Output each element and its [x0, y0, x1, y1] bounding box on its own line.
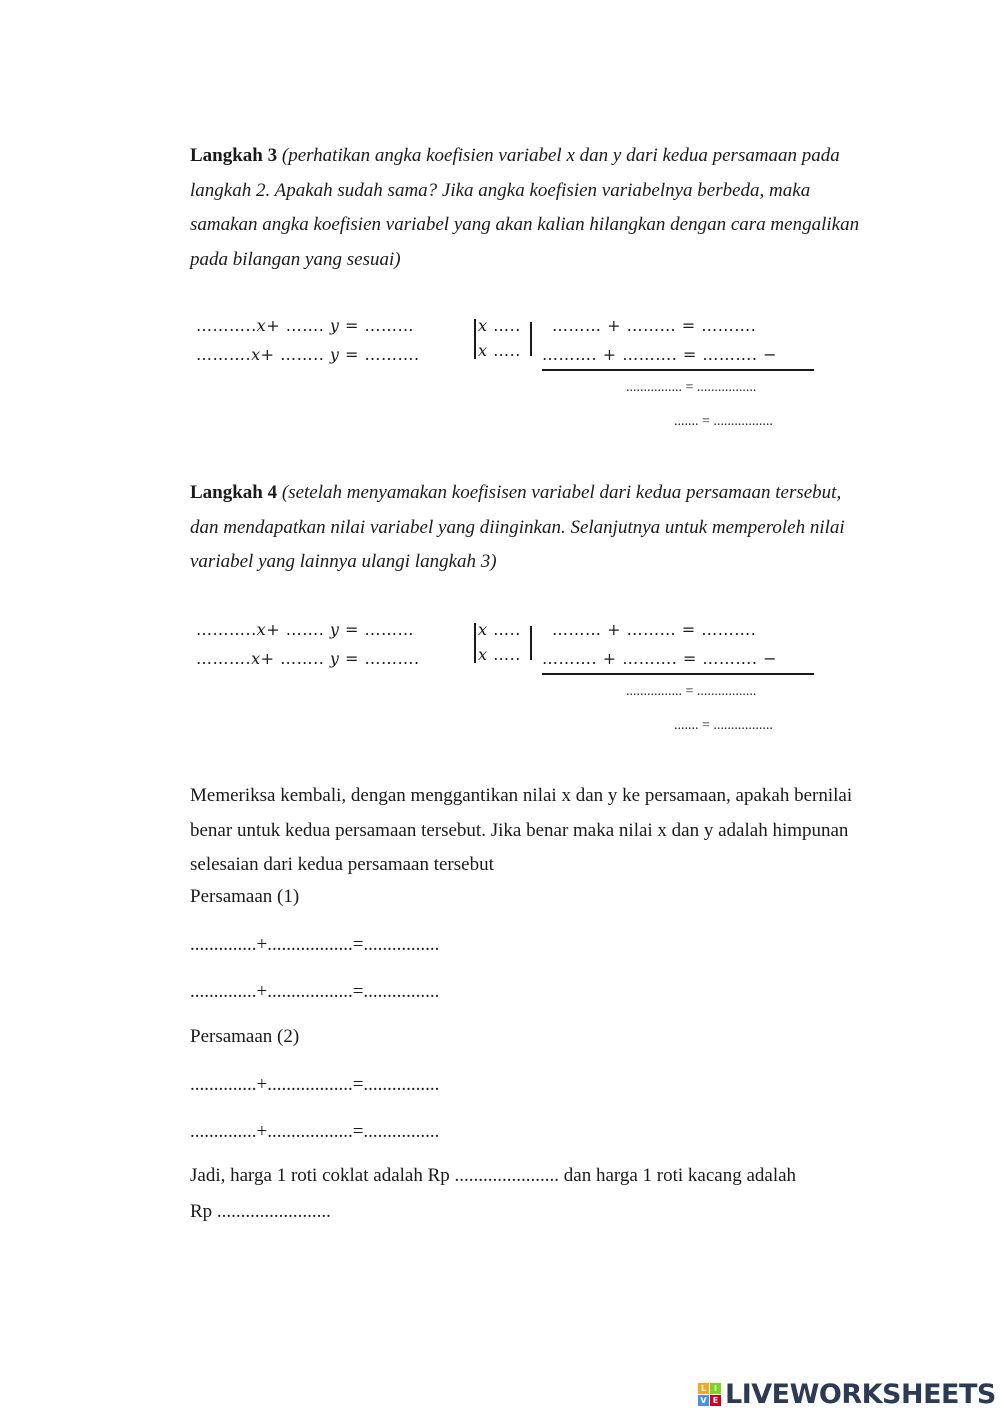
persamaan-2-blank-2[interactable]: ..............+..................=................ — [190, 1121, 440, 1142]
blank-coef-x[interactable]: ………. — [196, 345, 252, 364]
result-line-2[interactable]: ....... = ................. — [674, 414, 773, 429]
equals-sign: = — [345, 316, 359, 335]
plus-sign: + — [266, 620, 281, 639]
blank-multiplier-1[interactable]: ….. — [493, 620, 521, 639]
var-y: y — [329, 649, 340, 668]
equals-sign: = — [681, 316, 696, 335]
blank-constant[interactable]: ……… — [364, 316, 415, 335]
blank-constant[interactable]: ……… — [364, 620, 415, 639]
var-y: y — [329, 316, 340, 335]
equals-sign: = — [682, 345, 697, 364]
persamaan-2-label: Persamaan (2) — [190, 1026, 300, 1047]
times-x: x — [478, 620, 488, 639]
equals-sign: = — [681, 620, 696, 639]
logo-tile: V — [698, 1395, 709, 1406]
minus-sign: − — [763, 649, 777, 668]
blank-result-c[interactable]: ………. — [701, 316, 757, 335]
plus-sign: + — [607, 620, 621, 639]
logo-text: LIVEWORKSHEETS — [725, 1378, 996, 1410]
result-row-2 — [542, 345, 777, 364]
conclusion-line-2[interactable]: Rp ........................ — [190, 1201, 331, 1222]
minus-sign: − — [763, 345, 777, 364]
blank-multiplier-2[interactable]: ….. — [493, 645, 521, 664]
persamaan-1-blank-1[interactable]: ..............+..................=................ — [190, 934, 440, 955]
blank-result-a[interactable]: ……… — [552, 620, 602, 639]
blank-result-c[interactable]: ………. — [701, 620, 757, 639]
blank-coef-y[interactable]: ……. — [285, 620, 325, 639]
equals-sign: = — [345, 649, 359, 668]
blank-multiplier-1[interactable]: ….. — [493, 316, 521, 335]
equals-sign: = — [682, 649, 697, 668]
step4-paragraph — [190, 476, 870, 580]
subtraction-line — [542, 673, 814, 675]
logo-tiles-icon — [698, 1383, 721, 1406]
multiplier-left-bracket — [474, 319, 476, 359]
times-x: x — [478, 341, 488, 360]
blank-constant[interactable]: ………. — [364, 649, 420, 668]
result-line-1[interactable]: ................ = ................. — [626, 684, 757, 699]
step4-title: Langkah 4 — [190, 482, 278, 503]
blank-result-c[interactable]: ………. — [702, 649, 758, 668]
blank-result-a[interactable]: ………. — [542, 649, 598, 668]
blank-constant[interactable]: ………. — [364, 345, 420, 364]
multiplier-1 — [478, 620, 521, 639]
equation-row-2 — [196, 345, 420, 364]
logo-tile: I — [710, 1383, 721, 1394]
subtraction-line — [542, 369, 814, 371]
equation-row-2 — [196, 649, 420, 668]
blank-result-a[interactable]: ………. — [542, 345, 598, 364]
blank-coef-y[interactable]: …….. — [280, 345, 325, 364]
step3-instruction: (perhatikan angka koefisien variabel x dan y dari kedua persamaan pada langkah 2. Apakah sudah sama? Jika angka koefisien variabelnya berbeda, maka samakan angka koefisien variabel yang akan kalian hilangkan dengan cara mengalikan pada bilangan yang sesuai) — [190, 145, 860, 270]
plus-sign: + — [602, 345, 617, 364]
conclusion-line-1[interactable]: Jadi, harga 1 roti coklat adalah Rp ...................... dan harga 1 roti kacang adalah — [190, 1165, 797, 1186]
blank-coef-y[interactable]: …….. — [280, 649, 325, 668]
plus-sign: + — [260, 649, 275, 668]
equation-row-1 — [196, 620, 414, 639]
times-x: x — [478, 645, 488, 664]
step3-title: Langkah 3 — [190, 145, 278, 166]
result-row-1 — [552, 620, 756, 639]
blank-result-b[interactable]: ……… — [626, 316, 677, 335]
equation-row-1 — [196, 316, 414, 335]
var-y: y — [329, 345, 340, 364]
var-x: x — [251, 649, 261, 668]
equals-sign: = — [345, 345, 359, 364]
plus-sign: + — [266, 316, 281, 335]
blank-coef-x[interactable]: ……….. — [196, 316, 257, 335]
multiplier-2 — [478, 341, 521, 360]
blank-result-b[interactable]: ……… — [626, 620, 677, 639]
blank-result-b[interactable]: ………. — [622, 345, 678, 364]
var-y: y — [329, 620, 340, 639]
check-paragraph: Memeriksa kembali, dengan menggantikan nilai x dan y ke persamaan, apakah bernilai benar untuk kedua persamaan tersebut. Jika benar maka nilai x dan y adalah himpunan selesaian dari kedua persamaan tersebut — [190, 785, 853, 875]
var-x: x — [256, 620, 267, 639]
blank-result-a[interactable]: ……… — [552, 316, 602, 335]
equals-sign: = — [345, 620, 359, 639]
persamaan-2-blank-1[interactable]: ..............+..................=................ — [190, 1074, 440, 1095]
result-line-2[interactable]: ....... = ................. — [674, 718, 773, 733]
blank-coef-x[interactable]: ………. — [196, 649, 252, 668]
blank-coef-y[interactable]: ……. — [285, 316, 325, 335]
var-x: x — [251, 345, 261, 364]
multiplier-1 — [478, 316, 521, 335]
persamaan-1-label: Persamaan (1) — [190, 886, 300, 907]
step4-instruction: (setelah menyamakan koefisisen variabel dari kedua persamaan tersebut, dan mendapatkan nilai variabel yang diinginkan. Selanjutnya untuk memperoleh nilai variabel yang lainnya ulangi langkah 3) — [190, 482, 845, 572]
liveworksheets-logo — [698, 1378, 996, 1410]
persamaan-1-blank-2[interactable]: ..............+..................=................ — [190, 981, 440, 1002]
plus-sign: + — [607, 316, 621, 335]
result-line-1[interactable]: ................ = ................. — [626, 380, 757, 395]
blank-result-c[interactable]: ………. — [702, 345, 758, 364]
result-row-2 — [542, 649, 777, 668]
multiplier-left-bracket — [474, 623, 476, 663]
step3-paragraph — [190, 139, 870, 277]
multiplier-2 — [478, 645, 521, 664]
logo-tile: E — [710, 1395, 721, 1406]
var-x: x — [256, 316, 267, 335]
blank-result-b[interactable]: ………. — [622, 649, 678, 668]
plus-sign: + — [602, 649, 617, 668]
logo-tile: L — [698, 1383, 709, 1394]
result-row-1 — [552, 316, 756, 335]
blank-coef-x[interactable]: ……….. — [196, 620, 257, 639]
multiplier-right-bracket — [530, 626, 532, 660]
multiplier-right-bracket — [530, 322, 532, 356]
plus-sign: + — [260, 345, 275, 364]
times-x: x — [478, 316, 488, 335]
blank-multiplier-2[interactable]: ….. — [493, 341, 521, 360]
